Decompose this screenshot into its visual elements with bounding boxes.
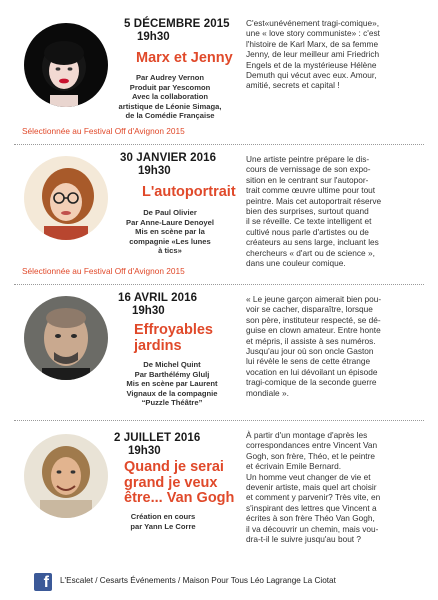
event-date: 16 AVRIL 2016 [118, 292, 198, 304]
event-2-photo [24, 156, 108, 240]
event-title: Effroyables jardins [134, 322, 213, 354]
event-4 [14, 428, 430, 562]
event-3 [14, 292, 430, 410]
event-date: 2 JUILLET 2016 [114, 432, 201, 444]
section-divider [14, 420, 424, 421]
footer-text: L'Escalet / Cesarts Événements / Maison Pour Tous Léo Lagrange La Ciotat [60, 576, 336, 585]
event-credits: De Paul Olivier Par Anne-Laure Denoyel Mis en scène par la compagnie «Les lunes à tics» [126, 208, 214, 256]
section-divider [14, 284, 424, 285]
event-credits: Création en cours par Yann Le Corre [130, 512, 196, 531]
event-1 [14, 18, 430, 140]
event-description: C'est«unévénement tragi-comique», une « love story communiste» : c'est l'histoire de Karl Marx, de sa femme Jenny, de leur meilleur ami Friedrich Engels et de la mystérieuse Hélène Demuth qui vécut avec eux. Amour, amitié, secrets et capital ! [246, 18, 380, 91]
event-description: À partir d'un montage d'après les correspondances entre Vincent Van Gogh, son frère, Théo, et le peintre et écrivain Emile Bernard. Un homme veut changer de vie et devenir artiste, mais quel art choisir et comment y parvenir? Très vite, en s'inspirant des lettres que Vincent a écrites à son frère Théo Van Gogh, il va découvrir un chemin, mais vou- dra-t-il le suivre jusqu'au bout ? [246, 430, 381, 545]
event-1-photo [24, 23, 108, 107]
event-time: 19h30 [137, 31, 170, 43]
event-title: L'autoportrait [142, 184, 236, 200]
festival-note: Sélectionnée au Festival Off d'Avignon 2015 [22, 126, 185, 136]
event-credits: Par Audrey Vernon Produit par Yescomon Avec la collaboration artistique de Léonie Simaga, de la Comédie Française [118, 73, 222, 121]
section-divider [14, 144, 424, 145]
event-description: Une artiste peintre prépare le dis- cours de vernissage de son expo- sition en le centrant sur l'autopor- trait comme œuvre ultime pour tout peintre. Mais cet autoportrait réserve bien des surprises, surtout quand il se réveille. Ce texte intelligent et cultivé nous parle d'artistes ou de créateurs au sens large, incluant les chercheurs « d'art ou de science », dans une couleur comique. [246, 154, 382, 269]
event-3-photo [24, 296, 108, 380]
footer [0, 568, 438, 600]
event-title: Marx et Jenny [136, 50, 233, 66]
festival-note: Sélectionnée au Festival Off d'Avignon 2015 [22, 266, 185, 276]
event-time: 19h30 [128, 445, 161, 457]
event-2 [14, 152, 430, 280]
event-time: 19h30 [138, 165, 171, 177]
event-title: Quand je serai grand je veux être... Van Gogh [124, 459, 235, 506]
event-date: 30 JANVIER 2016 [120, 152, 217, 164]
event-description: « Le jeune garçon aimerait bien pou- voir se cacher, disparaître, lorsque son père, instituteur respecté, se dé- guise en clown amateur. Entre honte et mépris, il assiste à ses numéros. Jusqu'au jour où son oncle Gaston lui révèle le sens de cette étrange vocation en lui dévoilant un épisode tragi-comique de la seconde guerre mondiale ». [246, 294, 382, 398]
event-date: 5 DÉCEMBRE 2015 [124, 18, 230, 30]
event-credits: De Michel Quint Par Barthélémy Glulj Mis en scène par Laurent Vignaux de la compagnie “Puzzle Théâtre” [126, 360, 218, 408]
facebook-icon[interactable]: f [34, 573, 52, 591]
event-4-photo [24, 434, 108, 518]
event-time: 19h30 [132, 305, 165, 317]
